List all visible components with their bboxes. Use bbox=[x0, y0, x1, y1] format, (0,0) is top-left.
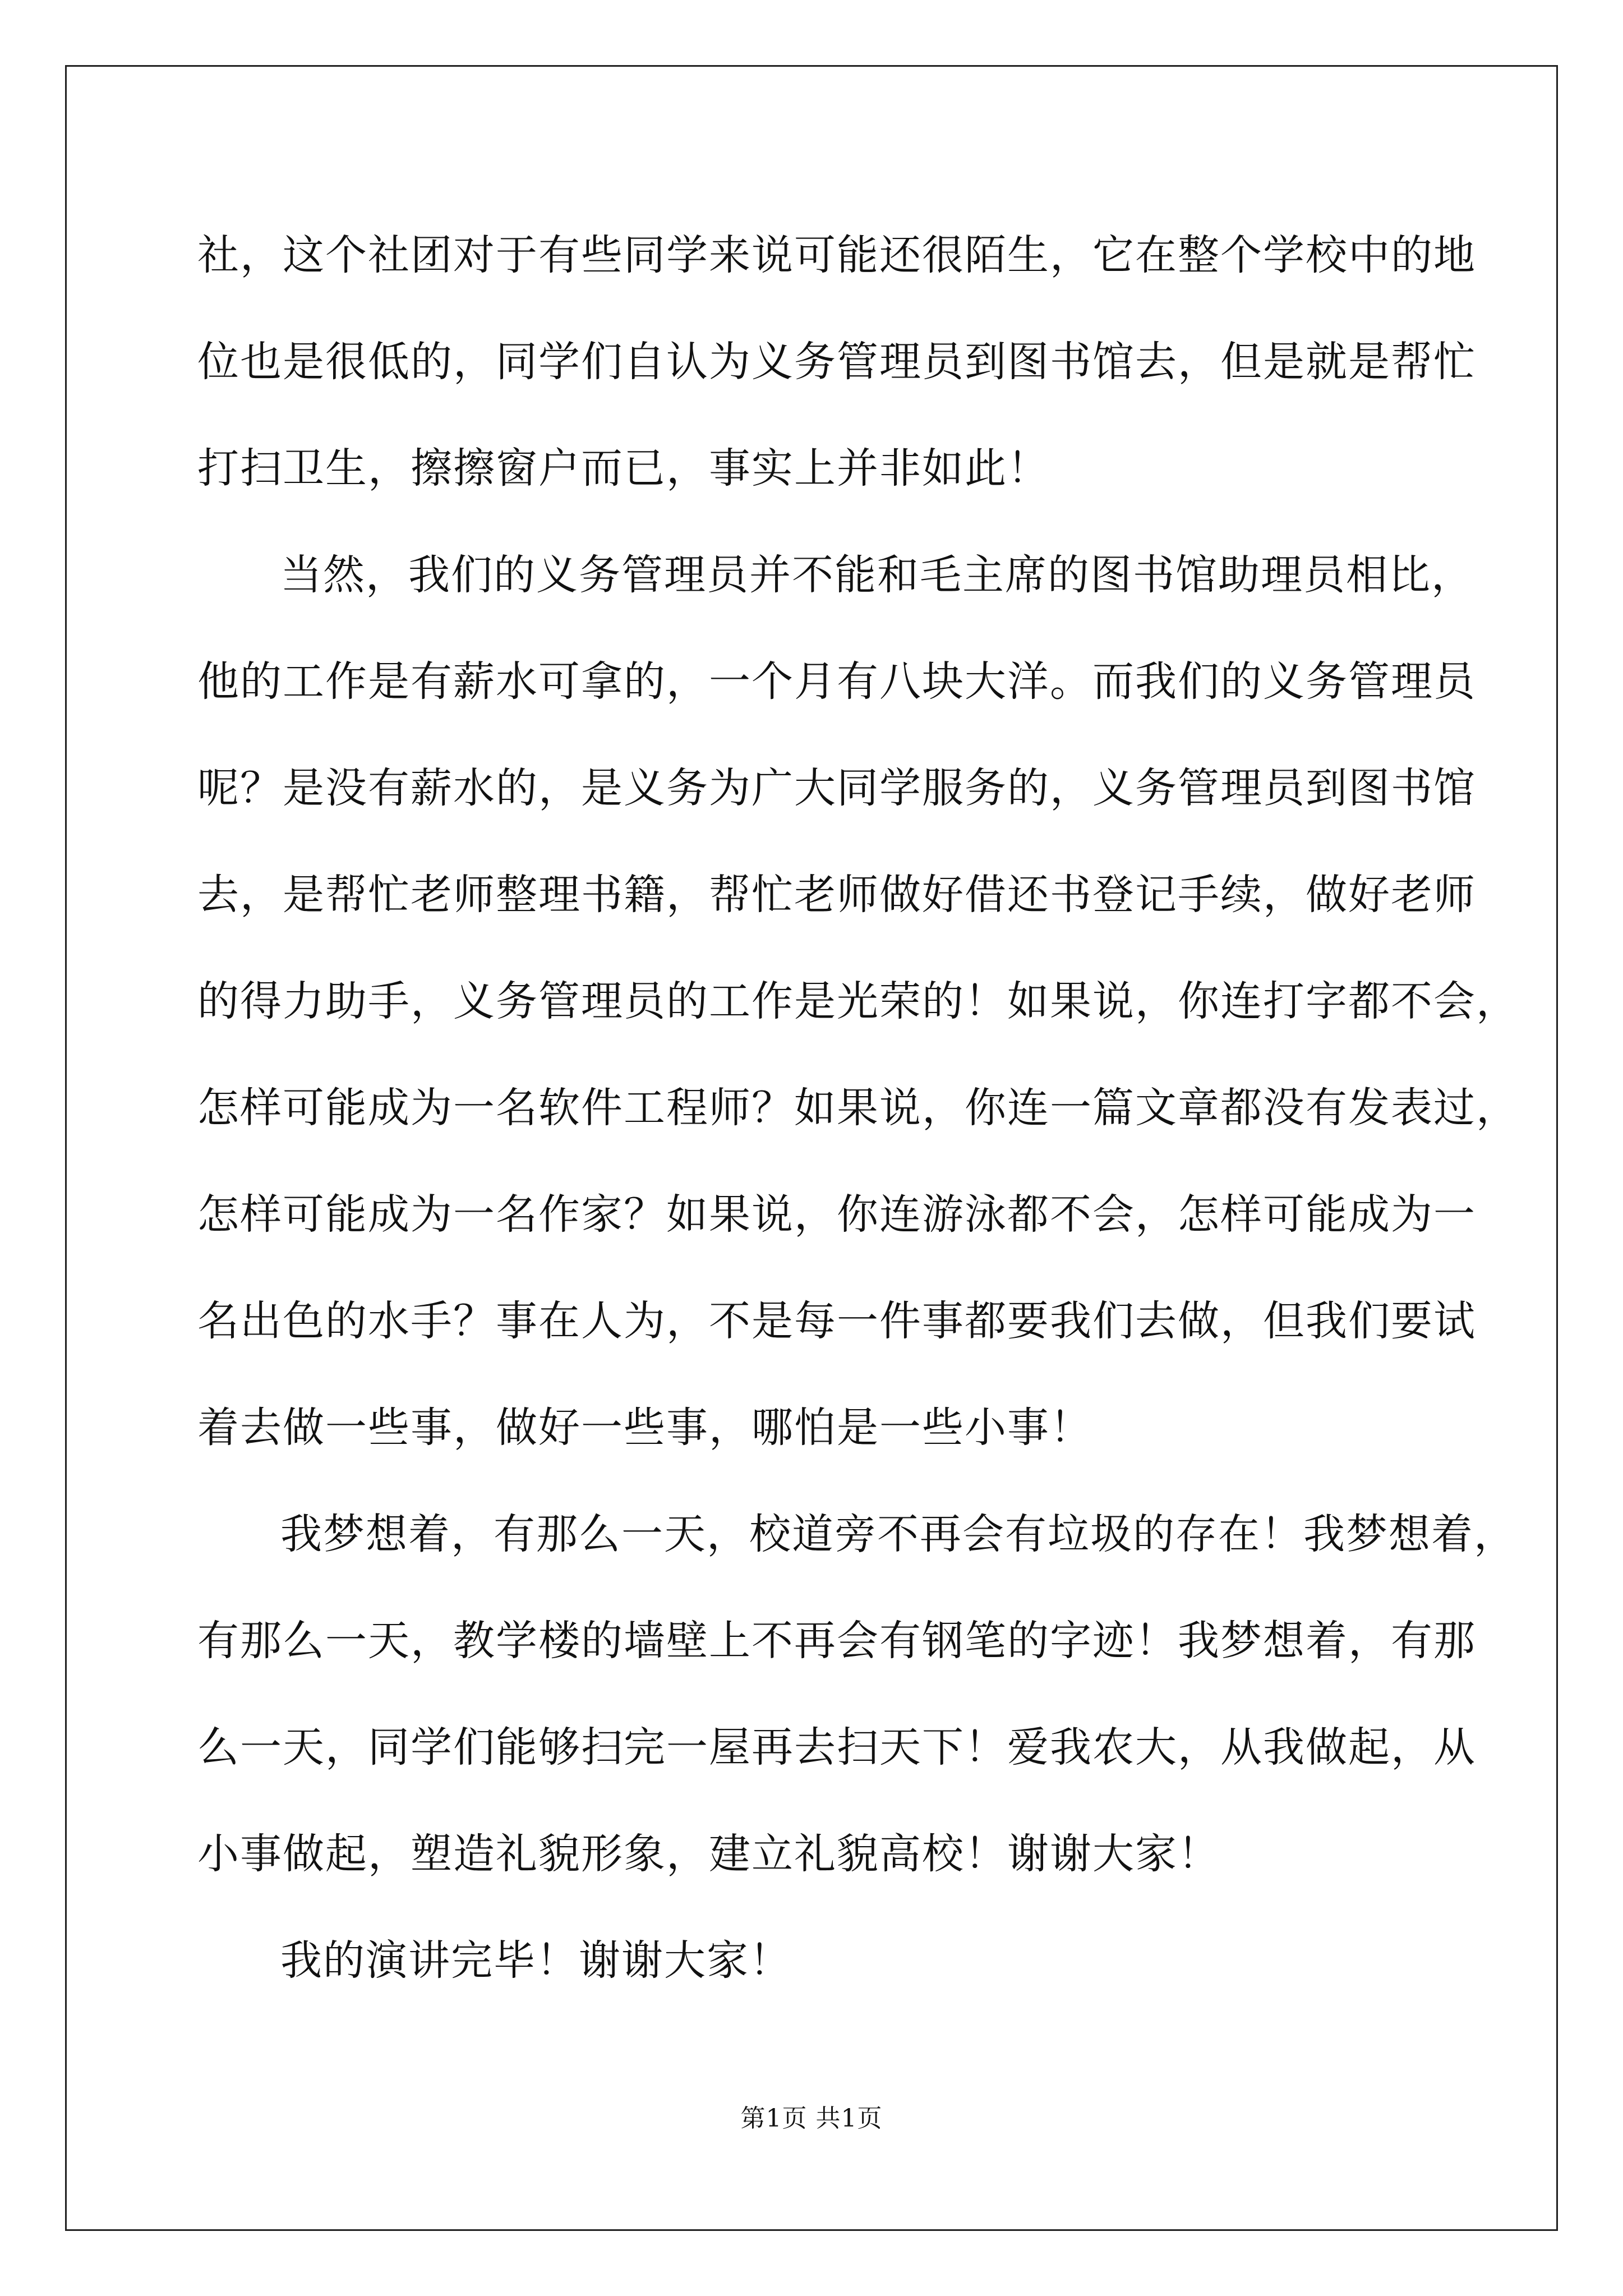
document-body bbox=[197, 202, 1519, 2014]
text-line: 怎样可能成为一名作家？如果说，你连游泳都不会，怎样可能成为一 bbox=[197, 1190, 1476, 1239]
text-line: 的得力助手，义务管理员的工作是光荣的！如果说，你连打字都不会， bbox=[197, 977, 1519, 1025]
paragraph-start-line: 我的演讲完毕！谢谢大家！ bbox=[280, 1936, 792, 1985]
text-line: 呢？是没有薪水的，是义务为广大同学服务的，义务管理员到图书馆 bbox=[197, 764, 1476, 812]
page-number-footer: 第1页 共1页 bbox=[740, 2104, 883, 2133]
paragraph-start-line: 当然，我们的义务管理员并不能和毛主席的图书馆助理员相比， bbox=[280, 551, 1474, 599]
paragraph-start-line: 我梦想着，有那么一天，校道旁不再会有垃圾的存在！我梦想着， bbox=[280, 1510, 1516, 1558]
text-line: 名出色的水手？事在人为，不是每一件事都要我们去做，但我们要试 bbox=[197, 1297, 1476, 1345]
text-line: 着去做一些事，做好一些事，哪怕是一些小事！ bbox=[197, 1404, 1092, 1452]
text-line: 打扫卫生，擦擦窗户而已，事实上并非如此！ bbox=[197, 444, 1050, 493]
text-line: 去，是帮忙老师整理书籍，帮忙老师做好借还书登记手续，做好老师 bbox=[197, 871, 1476, 919]
text-line: 怎样可能成为一名软件工程师？如果说，你连一篇文章都没有发表过， bbox=[197, 1084, 1519, 1132]
text-line: 小事做起，塑造礼貌形象，建立礼貌高校！谢谢大家！ bbox=[197, 1830, 1220, 1878]
text-line: 位也是很低的，同学们自认为义务管理员到图书馆去，但是就是帮忙 bbox=[197, 338, 1476, 386]
text-line: 社，这个社团对于有些同学来说可能还很陌生，它在整个学校中的地 bbox=[197, 231, 1476, 279]
text-line: 么一天，同学们能够扫完一屋再去扫天下！爱我农大，从我做起，从 bbox=[197, 1723, 1476, 1772]
text-line: 他的工作是有薪水可拿的，一个月有八块大洋。而我们的义务管理员 bbox=[197, 657, 1476, 706]
text-line: 有那么一天，教学楼的墙壁上不再会有钢笔的字迹！我梦想着，有那 bbox=[197, 1617, 1476, 1665]
